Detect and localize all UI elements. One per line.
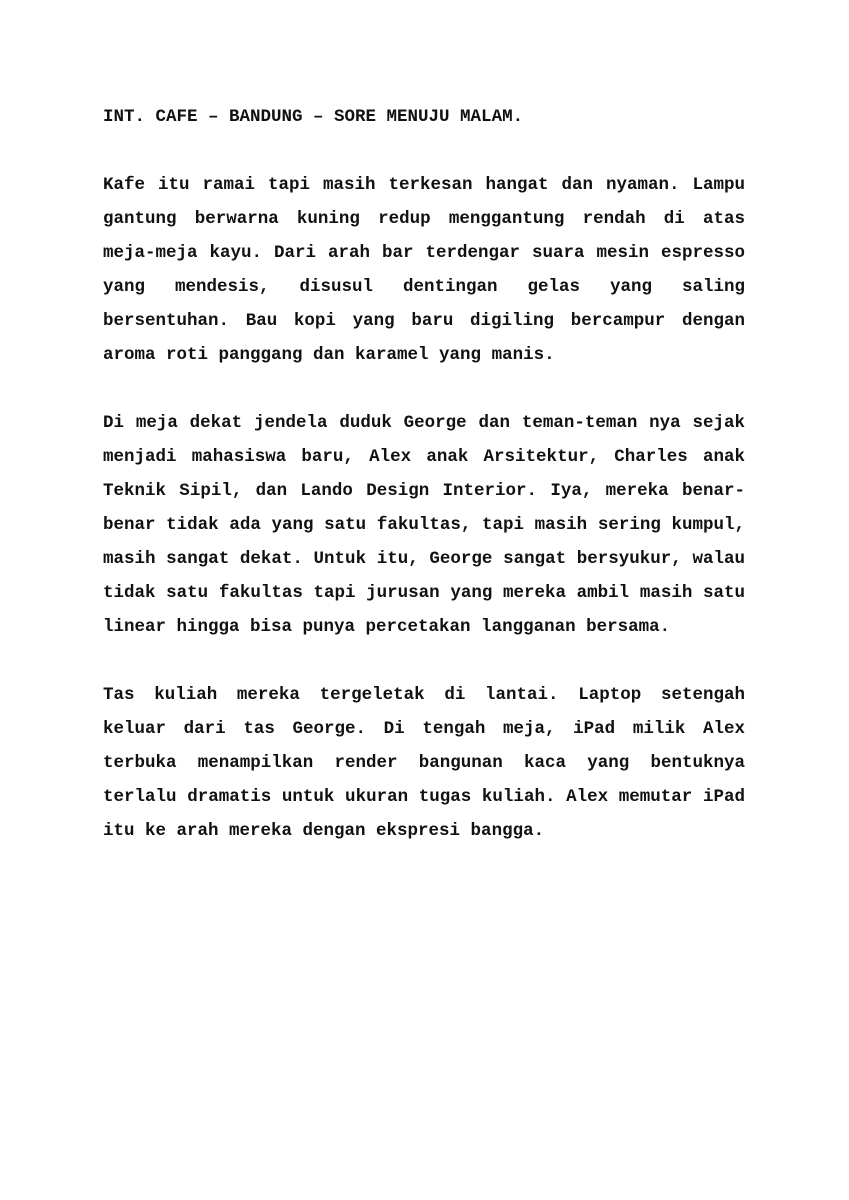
script-body	[103, 100, 745, 882]
action-paragraph-1: Kafe itu ramai tapi masih terkesan hangat dan nyaman. Lampu gantung berwarna kuning redup menggantung rendah di atas meja-meja kayu. Dari arah bar terdengar suara mesin espresso yang mendesis, disusul dentingan gelas yang saling bersentuhan. Bau kopi yang baru digiling bercampur dengan aroma roti panggang dan karamel yang manis.	[103, 175, 745, 365]
action-paragraph-3: Tas kuliah mereka tergeletak di lantai. Laptop setengah keluar dari tas George. Di tengah meja, iPad milik Alex terbuka menampilkan render bangunan kaca yang bentuknya terlalu dramatis untuk ukuran tugas kuliah. Alex memutar iPad itu ke arah mereka dengan ekspresi bangga.	[103, 685, 745, 841]
action-paragraph-2: Di meja dekat jendela duduk George dan teman-teman nya sejak menjadi mahasiswa baru, Alex anak Arsitektur, Charles anak Teknik Sipil, dan Lando Design Interior. Iya, mereka benar-benar tidak ada yang satu fakultas, tapi masih sering kumpul, masih sangat dekat. Untuk itu, George sangat bersyukur, walau tidak satu fakultas tapi jurusan yang mereka ambil masih satu linear hingga bisa punya percetakan langganan bersama.	[103, 413, 745, 637]
scene-heading: INT. CAFE – BANDUNG – SORE MENUJU MALAM.	[103, 107, 524, 127]
